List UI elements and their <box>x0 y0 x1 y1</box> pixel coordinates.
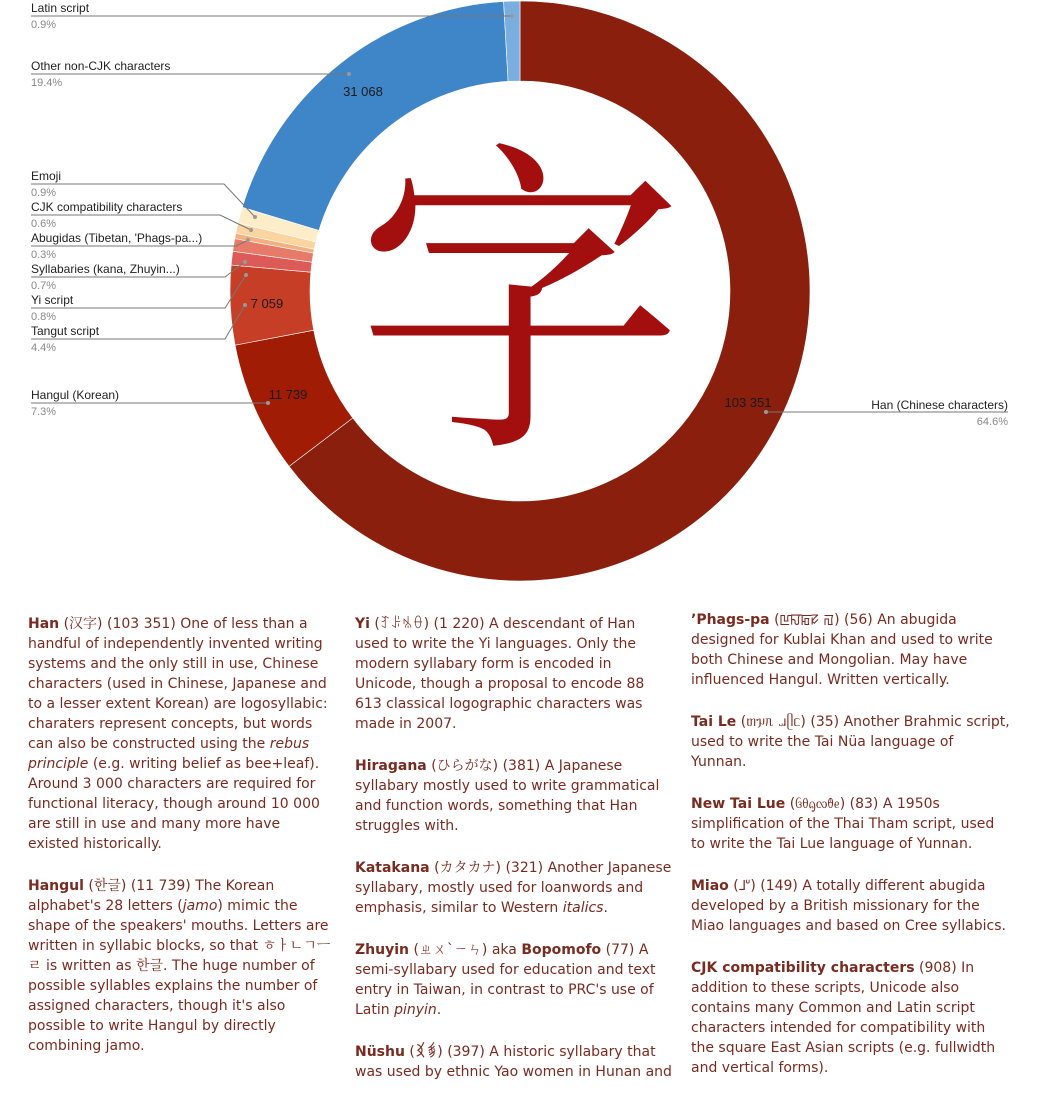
leader-dot <box>510 14 514 18</box>
desc-cjkcompat <box>691 958 1011 1078</box>
desc-miao-text1: A totally different abugida developed by a British missionary for the Miao languages and based on Cree syllabics. <box>691 878 1006 934</box>
desc-katakana-native: (カタカナ) <box>434 860 501 876</box>
slice-value-label: 31 068 <box>343 84 383 99</box>
leader-dot <box>347 72 351 76</box>
desc-yi-native: (ꆈꌠꁱꂷ) <box>374 616 430 632</box>
desc-hangul-italic: jamo <box>182 898 218 914</box>
desc-zhuyin-native: (ㄓㄨˋㄧㄣ) <box>413 942 488 958</box>
desc-yi-text1: A descendant of Han used to write the Yi languages. Only the modern syllabary form is encoded in Unicode, though a proposal to encode 88 613 classical logographic characters was made in 2007. <box>355 616 645 732</box>
desc-taile-count: (35) <box>810 714 840 730</box>
desc-taile-text1: Another Brahmic script, used to write the Tai Nüa language of Yunnan. <box>691 714 1010 770</box>
desc-newtailue-name: New Tai Lue <box>691 796 786 812</box>
slice-pct-label: 4.4% <box>31 342 57 354</box>
leader-dot <box>764 410 768 414</box>
desc-zhuyin-italic: pinyin <box>394 1002 437 1018</box>
slice-pct-label: 0.3% <box>31 249 57 261</box>
slice-name-label: Other non-CJK characters <box>31 59 171 73</box>
column-1 <box>28 614 334 1078</box>
desc-zhuyin-name: Zhuyin <box>355 942 409 958</box>
slice-name-label: Syllabaries (kana, Zhuyin...) <box>31 262 180 276</box>
desc-taile-native: (ᥖᥭᥰ ᥘᥫᥴ) <box>740 714 806 730</box>
desc-han-italic: rebus principle <box>28 736 310 772</box>
desc-hiragana-text1: A Japanese syllabary mostly used to write grammatical and function words, something that Han struggles with. <box>355 758 660 834</box>
leader-dot <box>249 228 253 232</box>
slice-name-label: Tangut script <box>31 324 100 338</box>
slice-name-label: Abugidas (Tibetan, 'Phags-pa...) <box>31 231 203 245</box>
desc-cjkcompat-name: CJK compatibility characters <box>691 960 915 976</box>
desc-katakana-count: (321) <box>505 860 544 876</box>
desc-han-native: (汉字) <box>63 616 103 632</box>
desc-hangul-count: (11 739) <box>130 878 191 894</box>
slice-name-label: Hangul (Korean) <box>31 388 120 402</box>
leader-dot <box>243 260 247 264</box>
desc-hiragana <box>355 756 673 836</box>
slice-name-label: Latin script <box>31 1 90 15</box>
leader-line <box>31 215 251 230</box>
desc-hangul-native: (한글) <box>88 878 127 894</box>
desc-zhuyin-aka: aka <box>491 942 517 958</box>
desc-han-name: Han <box>28 616 60 632</box>
desc-newtailue-text1: A 1950s simplification of the Thai Tham script, used to write the Tai Lue language of Yunnan. <box>691 796 995 852</box>
desc-taile-name: Tai Le <box>691 714 737 730</box>
slice-value-label: 11 739 <box>268 387 308 402</box>
leader-dot <box>243 303 247 307</box>
desc-katakana-italic: italics <box>562 900 604 916</box>
desc-yi <box>355 614 673 734</box>
column-2 <box>355 614 673 1104</box>
slice-pct-label: 64.6% <box>976 416 1008 428</box>
desc-katakana <box>355 858 673 918</box>
slice-name-label: Han (Chinese characters) <box>871 398 1008 412</box>
slice-pct-label: 0.8% <box>31 311 57 323</box>
desc-zhuyin-text2: . <box>436 1002 442 1018</box>
desc-nushu <box>355 1042 673 1082</box>
slice-pct-label: 0.6% <box>31 218 57 230</box>
slice-pct-label: 0.7% <box>31 280 57 292</box>
desc-zhuyin-count: (77) <box>605 942 635 958</box>
desc-han <box>28 614 334 854</box>
desc-newtailue-count: (83) <box>849 796 879 812</box>
desc-hangul-name: Hangul <box>28 878 84 894</box>
desc-katakana-name: Katakana <box>355 860 430 876</box>
slice-pct-label: 0.9% <box>31 187 57 199</box>
desc-hiragana-name: Hiragana <box>355 758 427 774</box>
slice-name-label: Emoji <box>31 169 62 183</box>
desc-hangul <box>28 876 334 1056</box>
leader-dot <box>246 238 250 242</box>
slice-pct-label: 0.9% <box>31 19 57 31</box>
desc-miao-native: (𖼀𖽪𖾐) <box>733 878 756 894</box>
desc-miao <box>691 876 1011 936</box>
desc-nushu-count: (397) <box>447 1044 485 1060</box>
desc-newtailue-native: (ᦑᦲᧂᦟᦹᧉ) <box>789 796 846 812</box>
desc-cjkcompat-count: (908) <box>919 960 957 976</box>
desc-taile <box>691 712 1011 772</box>
slice-value-label: 103 351 <box>724 395 772 410</box>
desc-hangul-text1: The Korean alphabet's 28 letters ( <box>28 878 275 914</box>
desc-han-count: (103 351) <box>106 616 176 632</box>
slice-name-label: CJK compatibility characters <box>31 200 183 214</box>
desc-katakana-text1: Another Japanese syllabary, mostly used for loanwords and emphasis, similar to Western <box>355 860 672 916</box>
desc-hangul-text2: ) mimic the shape of the speakers' mouths. Letters are written in syllabic blocks, so that ㅎㅏㄴㄱㅡㄹ is written as 한글. The huge number of possible syllables explains the number of assigned characters, though it's also possible to write Hangul by directly combining jamo. <box>28 898 331 1054</box>
desc-zhuyin-text1: A semi-syllabary used for education and text entry in Taiwan, in contrast to PRC's use of Latin <box>355 942 656 1018</box>
desc-hiragana-native: (ひらがな) <box>431 758 499 774</box>
desc-miao-name: Miao <box>691 878 729 894</box>
desc-hiragana-count: (381) <box>502 758 541 774</box>
desc-cjkcompat-text1: In addition to these scripts, Unicode also contains many Common and Latin script characters intended for compatibility with the square East Asian scripts (e.g. fullwidth and vertical forms). <box>691 960 996 1076</box>
slice-pct-label: 19.4% <box>31 77 63 89</box>
desc-zhuyin <box>355 940 673 1020</box>
script-descriptions <box>28 612 1018 1080</box>
desc-yi-name: Yi <box>355 616 370 632</box>
desc-nushu-text1: A historic syllabary that was used by ethnic Yao women in Hunan and <box>355 1044 672 1080</box>
desc-han-text1: One of less than a handful of independently invented writing systems and the only still in use, Chinese characters (used in Chinese, Japanese and to a lesser extent Korean) are logosyllabic: charaters represent concepts, but words can also be constructed using the <box>28 616 328 752</box>
desc-phagspa-native: (ꡖꡍꡂꡛ ꡌ) <box>774 612 840 628</box>
desc-han-text2: (e.g. writing belief as bee+leaf). Around 3 000 characters are required for functional literacy, though around 10 000 are still in use and many more have existed historically. <box>28 756 320 852</box>
desc-katakana-text2: . <box>603 900 608 916</box>
desc-phagspa <box>691 610 1011 690</box>
desc-phagspa-text1: An abugida designed for Kublai Khan and used to write both Chinese and Mongolian. May have influenced Hangul. Written vertically. <box>691 612 993 688</box>
desc-miao-count: (149) <box>760 878 798 894</box>
column-3 <box>691 610 1011 1100</box>
desc-nushu-name: Nüshu <box>355 1044 405 1060</box>
slice-pct-label: 7.3% <box>31 406 57 418</box>
desc-yi-count: (1 220) <box>433 616 485 632</box>
leader-dot <box>244 273 248 277</box>
desc-phagspa-count: (56) <box>844 612 873 628</box>
desc-phagspa-name: ʼPhags-pa <box>691 612 770 628</box>
leader-dot <box>253 215 257 219</box>
desc-zhuyin-name2: Bopomofo <box>521 942 602 958</box>
slice-value-label: 7 059 <box>250 296 284 311</box>
desc-newtailue <box>691 794 1011 854</box>
center-glyph: 字 <box>355 114 685 498</box>
slice-name-label: Yi script <box>31 293 74 307</box>
desc-nushu-native: (𛆁𛈬) <box>409 1044 443 1060</box>
